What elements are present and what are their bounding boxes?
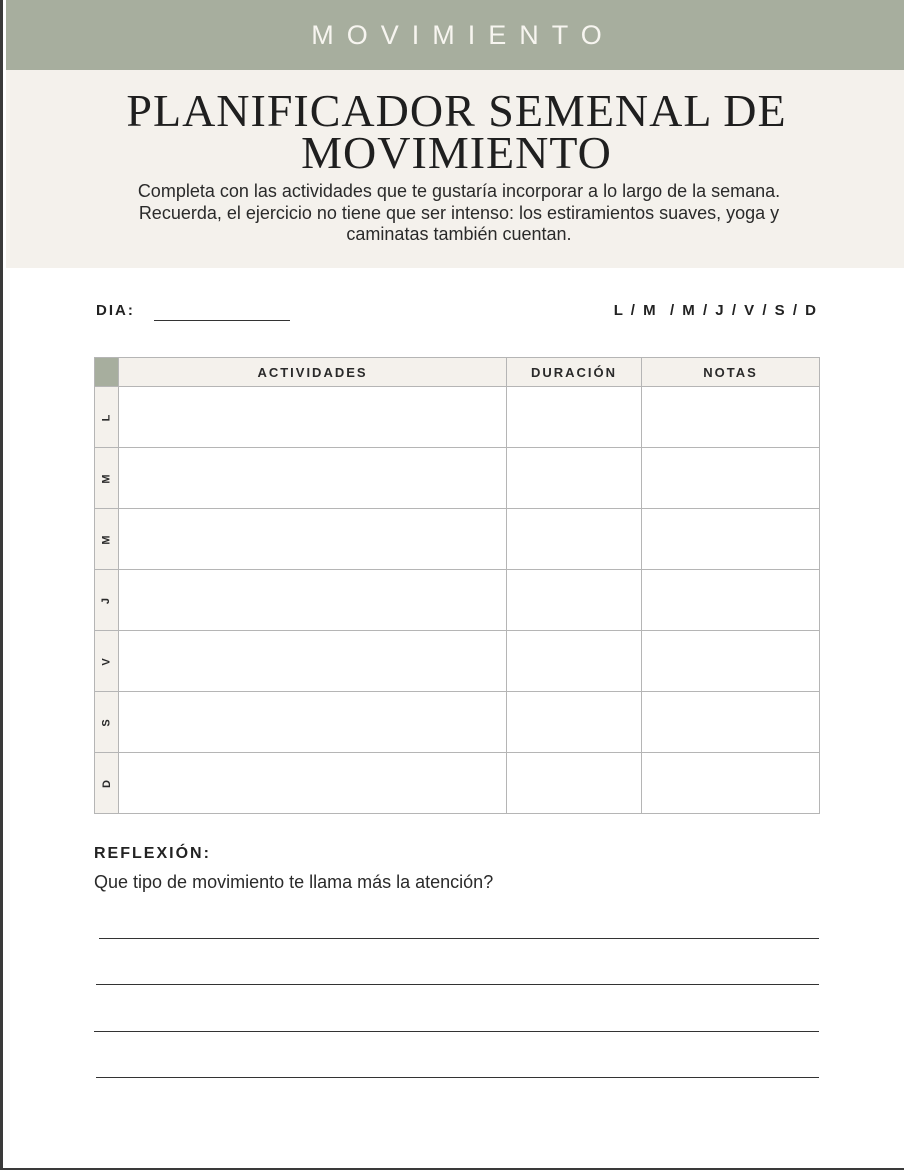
- day-letter: M: [100, 535, 113, 545]
- reflexion-answer-line[interactable]: [96, 984, 819, 985]
- table-row: [95, 509, 820, 570]
- page-title: PLANIFICADOR SEMENAL DE MOVIMIENTO: [126, 85, 787, 178]
- table-row: [95, 448, 820, 509]
- notas-cell[interactable]: [642, 631, 820, 692]
- reflexion-question: Que tipo de movimiento te llama más la atención?: [94, 872, 494, 892]
- day-letter: M: [100, 474, 113, 484]
- day-cell: [95, 448, 119, 509]
- header-area: [6, 70, 904, 268]
- actividades-cell[interactable]: [119, 753, 507, 814]
- header-corner: [95, 358, 119, 387]
- duracion-cell[interactable]: [507, 631, 642, 692]
- actividades-cell[interactable]: [119, 509, 507, 570]
- header-notas: NOTAS: [642, 358, 820, 387]
- duracion-cell[interactable]: [507, 509, 642, 570]
- dia-label: DIA:: [96, 302, 135, 319]
- dia-input-line[interactable]: [154, 320, 290, 321]
- notas-cell[interactable]: [642, 509, 820, 570]
- duracion-cell[interactable]: [507, 387, 642, 448]
- table-row: [95, 570, 820, 631]
- day-letter: L: [100, 414, 113, 422]
- week-days-selector[interactable]: L / M / M / J / V / S / D: [613, 302, 818, 319]
- reflexion-answer-line[interactable]: [94, 1031, 819, 1032]
- notas-cell[interactable]: [642, 692, 820, 753]
- reflexion-answer-line[interactable]: [99, 938, 819, 939]
- actividades-cell[interactable]: [119, 570, 507, 631]
- day-cell: [95, 509, 119, 570]
- day-letter: D: [100, 780, 113, 788]
- banner-title: MOVIMIENTO: [311, 19, 615, 50]
- day-cell: [95, 570, 119, 631]
- top-banner: [6, 0, 904, 70]
- page-subtitle: Completa con las actividades que te gustaría incorporar a lo largo de la semana. Recuerda, el ejercicio no tiene que ser intenso: los estiramientos suaves, yoga y caminatas también cuentan.: [137, 181, 781, 244]
- duracion-cell[interactable]: [507, 448, 642, 509]
- actividades-cell[interactable]: [119, 631, 507, 692]
- notas-cell[interactable]: [642, 753, 820, 814]
- reflexion-label: REFLEXIÓN:: [94, 845, 211, 862]
- activity-table: [94, 357, 820, 814]
- day-cell: [95, 387, 119, 448]
- day-letter: J: [100, 597, 113, 605]
- table-row: [95, 387, 820, 448]
- day-letter: S: [100, 719, 113, 727]
- notas-cell[interactable]: [642, 448, 820, 509]
- duracion-cell[interactable]: [507, 692, 642, 753]
- actividades-cell[interactable]: [119, 387, 507, 448]
- table-row: [95, 631, 820, 692]
- notas-cell[interactable]: [642, 387, 820, 448]
- day-cell: [95, 631, 119, 692]
- day-cell: [95, 692, 119, 753]
- header-duracion: DURACIÓN: [507, 358, 642, 387]
- duracion-cell[interactable]: [507, 570, 642, 631]
- header-actividades: ACTIVIDADES: [119, 358, 507, 387]
- actividades-cell[interactable]: [119, 448, 507, 509]
- actividades-cell[interactable]: [119, 692, 507, 753]
- reflexion-answer-line[interactable]: [96, 1077, 819, 1078]
- table-header-row: [95, 358, 820, 387]
- table-row: [95, 692, 820, 753]
- table-row: [95, 753, 820, 814]
- duracion-cell[interactable]: [507, 753, 642, 814]
- day-letter: V: [100, 658, 113, 666]
- notas-cell[interactable]: [642, 570, 820, 631]
- day-cell: [95, 753, 119, 814]
